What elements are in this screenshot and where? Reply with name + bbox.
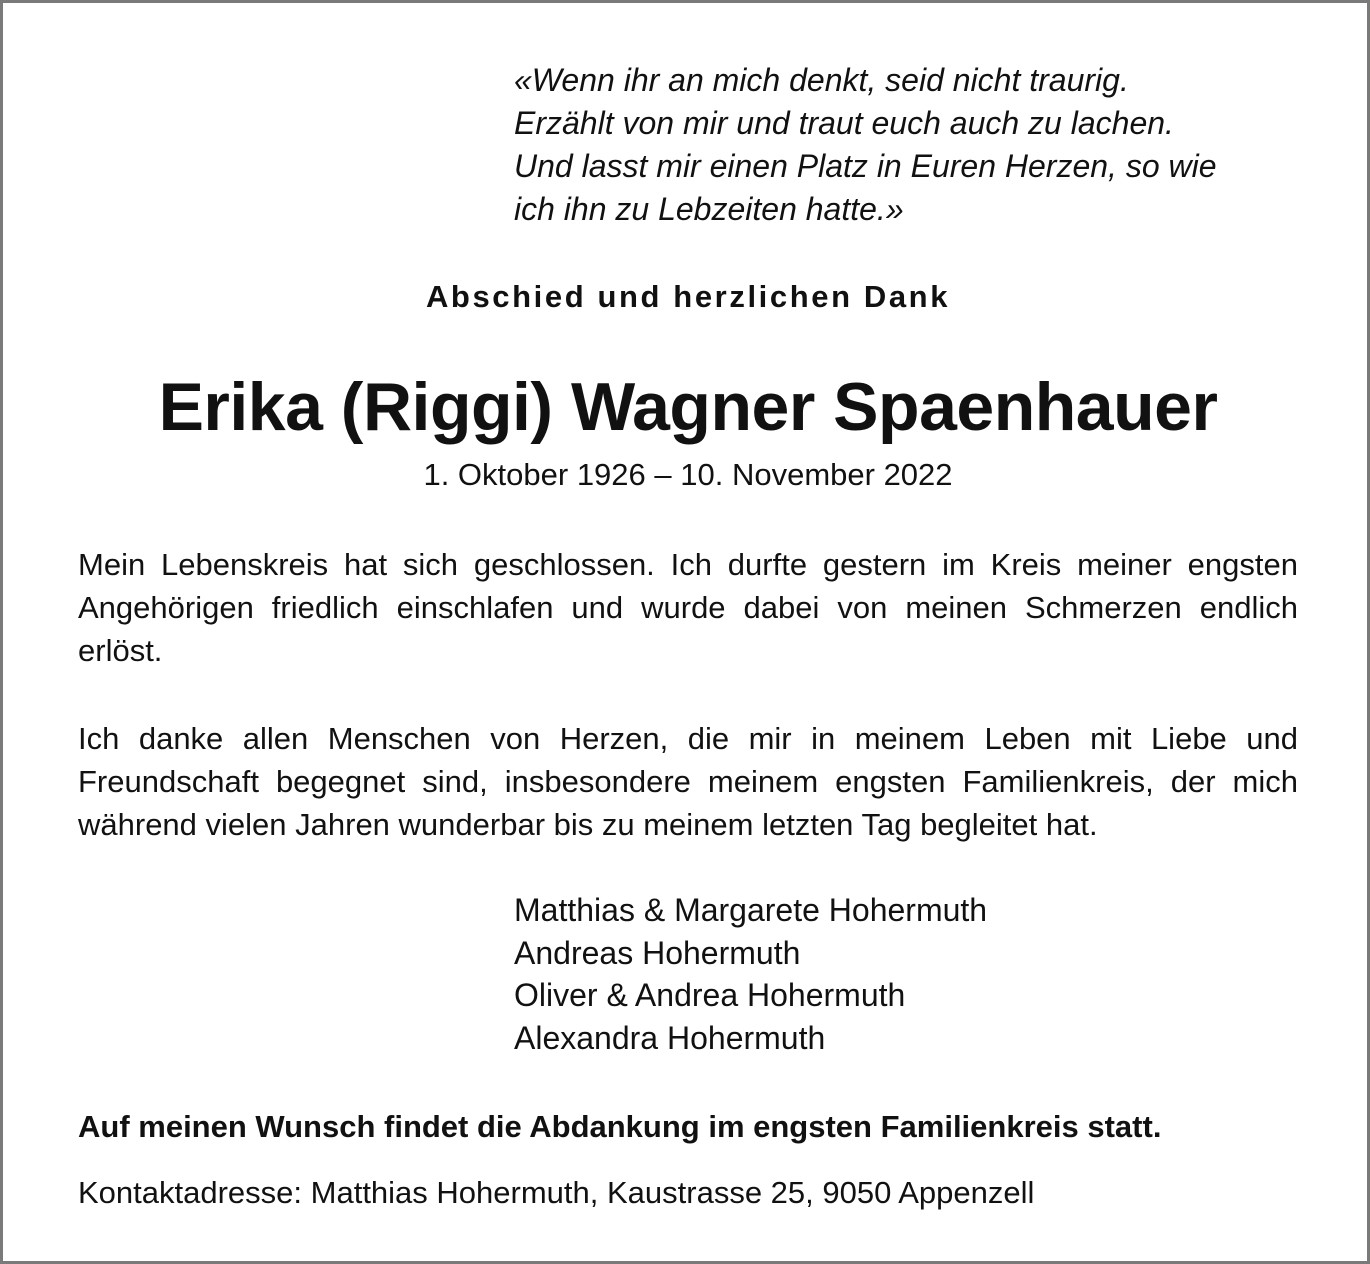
mourner-name: Oliver & Andrea Hohermuth <box>514 977 906 1013</box>
quote-line: «Wenn ihr an mich denkt, seid nicht traurig. <box>514 62 1129 98</box>
notice-heading: Abschied und herzlichen Dank <box>425 279 951 314</box>
quote-line: Und lasst mir einen Platz in Euren Herzen, so wie <box>514 148 1217 184</box>
funeral-notice: Auf meinen Wunsch findet die Abdankung im engsten Familienkreis statt. <box>78 1109 1162 1144</box>
memorial-quote <box>514 59 1314 231</box>
life-dates: 1. Oktober 1926 – 10. November 2022 <box>423 457 953 492</box>
deceased-name: Erika (Riggi) Wagner Spaenhauer <box>158 369 1218 445</box>
mourner-name: Andreas Hohermuth <box>514 934 801 971</box>
farewell-paragraph: Mein Lebenskreis hat sich geschlossen. Ich durfte gestern im Kreis meiner engsten Angehörigen friedlich einschlafen und wurde dabei von meinen Schmerzen endlich erlöst. <box>78 547 1298 668</box>
mourner-name: Alexandra Hohermuth <box>514 1019 826 1056</box>
mourner-name: Matthias & Margarete Hohermuth <box>514 892 988 928</box>
contact-address: Kontaktadresse: Matthias Hohermuth, Kaustrasse 25, 9050 Appenzell <box>78 1175 1035 1210</box>
thanks-paragraph: Ich danke allen Menschen von Herzen, die mir in meinem Leben mit Liebe und Freundschaft begegnet sind, insbesondere meinem engsten Familienkreis, der mich während vielen Jahren wunderbar bis zu meinem letzten Tag begleitet hat. <box>78 721 1298 842</box>
quote-line: Erzählt von mir und traut euch auch zu lachen. <box>514 105 1174 141</box>
quote-line: ich ihn zu Lebzeiten hatte.» <box>514 191 904 227</box>
mourners-list <box>514 889 1314 1059</box>
